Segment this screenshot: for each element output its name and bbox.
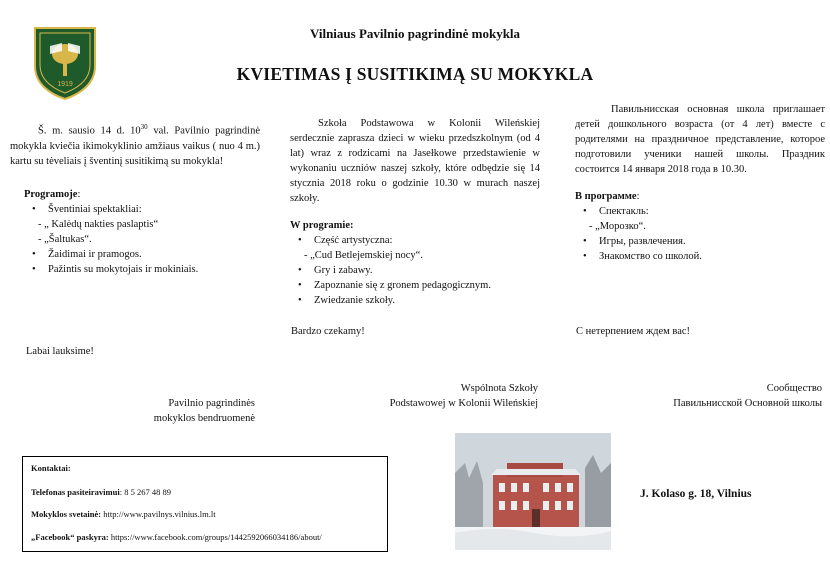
lt-program — [10, 187, 260, 277]
list-item: - „Šaltukas“. — [38, 233, 92, 245]
lt-intro: Š. m. sausio 14 d. $10^{30}$ val. Pavilnio pagrindinė mokykla kviečia ikimokyklinio amžiaus vaikus ( nuo 4 m.) kartu su tėveliais į šventinį susitikimą su mokykla! — [10, 123, 260, 167]
lithuanian-column — [10, 120, 260, 277]
contacts-website: Mokyklos svetainė: http://www.pavilnys.vilnius.lm.lt — [31, 509, 216, 519]
ru-program-list — [575, 204, 825, 264]
polish-column — [290, 116, 540, 308]
list-item: • Знакомство со школой. — [575, 249, 825, 264]
ru-closing: С нетерпением ждем вас! — [576, 326, 691, 337]
school-address: J. Kolaso g. 18, Vilnius — [640, 488, 752, 500]
website-link[interactable]: http://www.pavilnys.vilnius.lm.lt — [101, 509, 216, 519]
facebook-link[interactable]: https://www.facebook.com/groups/1442592066034186/about/ — [108, 532, 322, 542]
lt-closing: Labai lauksime! — [26, 346, 94, 357]
contacts-phone: Telefonas pasiteiravimui: 8 5 267 48 89 — [31, 487, 171, 497]
list-item: • Gry i zabawy. — [290, 263, 540, 278]
list-item: • Zapoznanie się z gronem pedagogicznym. — [290, 278, 540, 293]
school-logo — [32, 24, 98, 100]
lt-program-title: Programoje: — [24, 188, 81, 200]
list-item: • Игры, развлечения. — [575, 234, 825, 249]
page-title: KVIETIMAS Į SUSITIKIMĄ SU MOKYKLA — [236, 64, 594, 84]
lt-program-list — [24, 202, 260, 277]
list-item: • Pažintis su mokytojais ir mokiniais. — [24, 262, 260, 277]
pl-intro: Szkoła Podstawowa w Kolonii Wileńskiej serdecznie zaprasza dzieci w wieku przedszkolnym (od 4 lat) wraz z rodzicami na Jasełkowe przedstawienie w wykonaniu uczniów naszej szkoły, które odbędzie się 14 stycznia 2018 roku o godzinie 10.30 w murach naszej szkoły. — [290, 118, 540, 204]
pl-program — [290, 218, 540, 308]
school-name: Vilniaus Pavilnio pagrindinė mokykla — [309, 26, 521, 41]
russian-column — [575, 102, 825, 264]
list-item: • Спектакль: — [575, 204, 825, 219]
ru-signature: Сообщество Павильнисской Основной школы — [673, 383, 822, 409]
list-item: • Žaidimai ir pramogos. — [24, 247, 260, 262]
list-item: • Šventiniai spektakliai: — [24, 202, 260, 217]
ru-program — [575, 189, 825, 264]
list-item: • Zwiedzanie szkoły. — [290, 293, 540, 308]
contacts-box — [22, 456, 388, 552]
list-item: • Część artystyczna: — [290, 233, 540, 248]
svg-text:1919: 1919 — [57, 81, 73, 88]
lt-signature: Pavilnio pagrindinės mokyklos bendruomenė — [153, 398, 255, 424]
pl-program-title: W programie: — [290, 220, 354, 231]
list-item: - „ Kalėdų nakties paslaptis“ — [38, 218, 159, 230]
pl-program-list — [290, 233, 540, 308]
ru-program-title: В программе: — [575, 191, 640, 202]
contacts-facebook: „Facebook“ paskyra: https://www.facebook.com/groups/1442592066034186/about/ — [31, 532, 322, 542]
school-building-photo — [455, 433, 611, 550]
contacts-title: Kontaktai: — [31, 463, 71, 473]
pl-signature: Wspólnota Szkoły Podstawowej w Kolonii Wileńskiej — [389, 383, 538, 409]
pl-closing: Bardzo czekamy! — [291, 326, 365, 337]
list-item: - „Морозко“. — [589, 221, 646, 232]
ru-intro: Павильнисская основная школа приглашает детей дошкольного возраста (от 4 лет) вместе с родителями на праздничное представление, которое подготовили ученики нашей школы. Праздник состоится 14 января 2018 года в 10.30. — [575, 104, 825, 175]
list-item: - „Cud Betlejemskiej nocy“. — [304, 250, 423, 261]
